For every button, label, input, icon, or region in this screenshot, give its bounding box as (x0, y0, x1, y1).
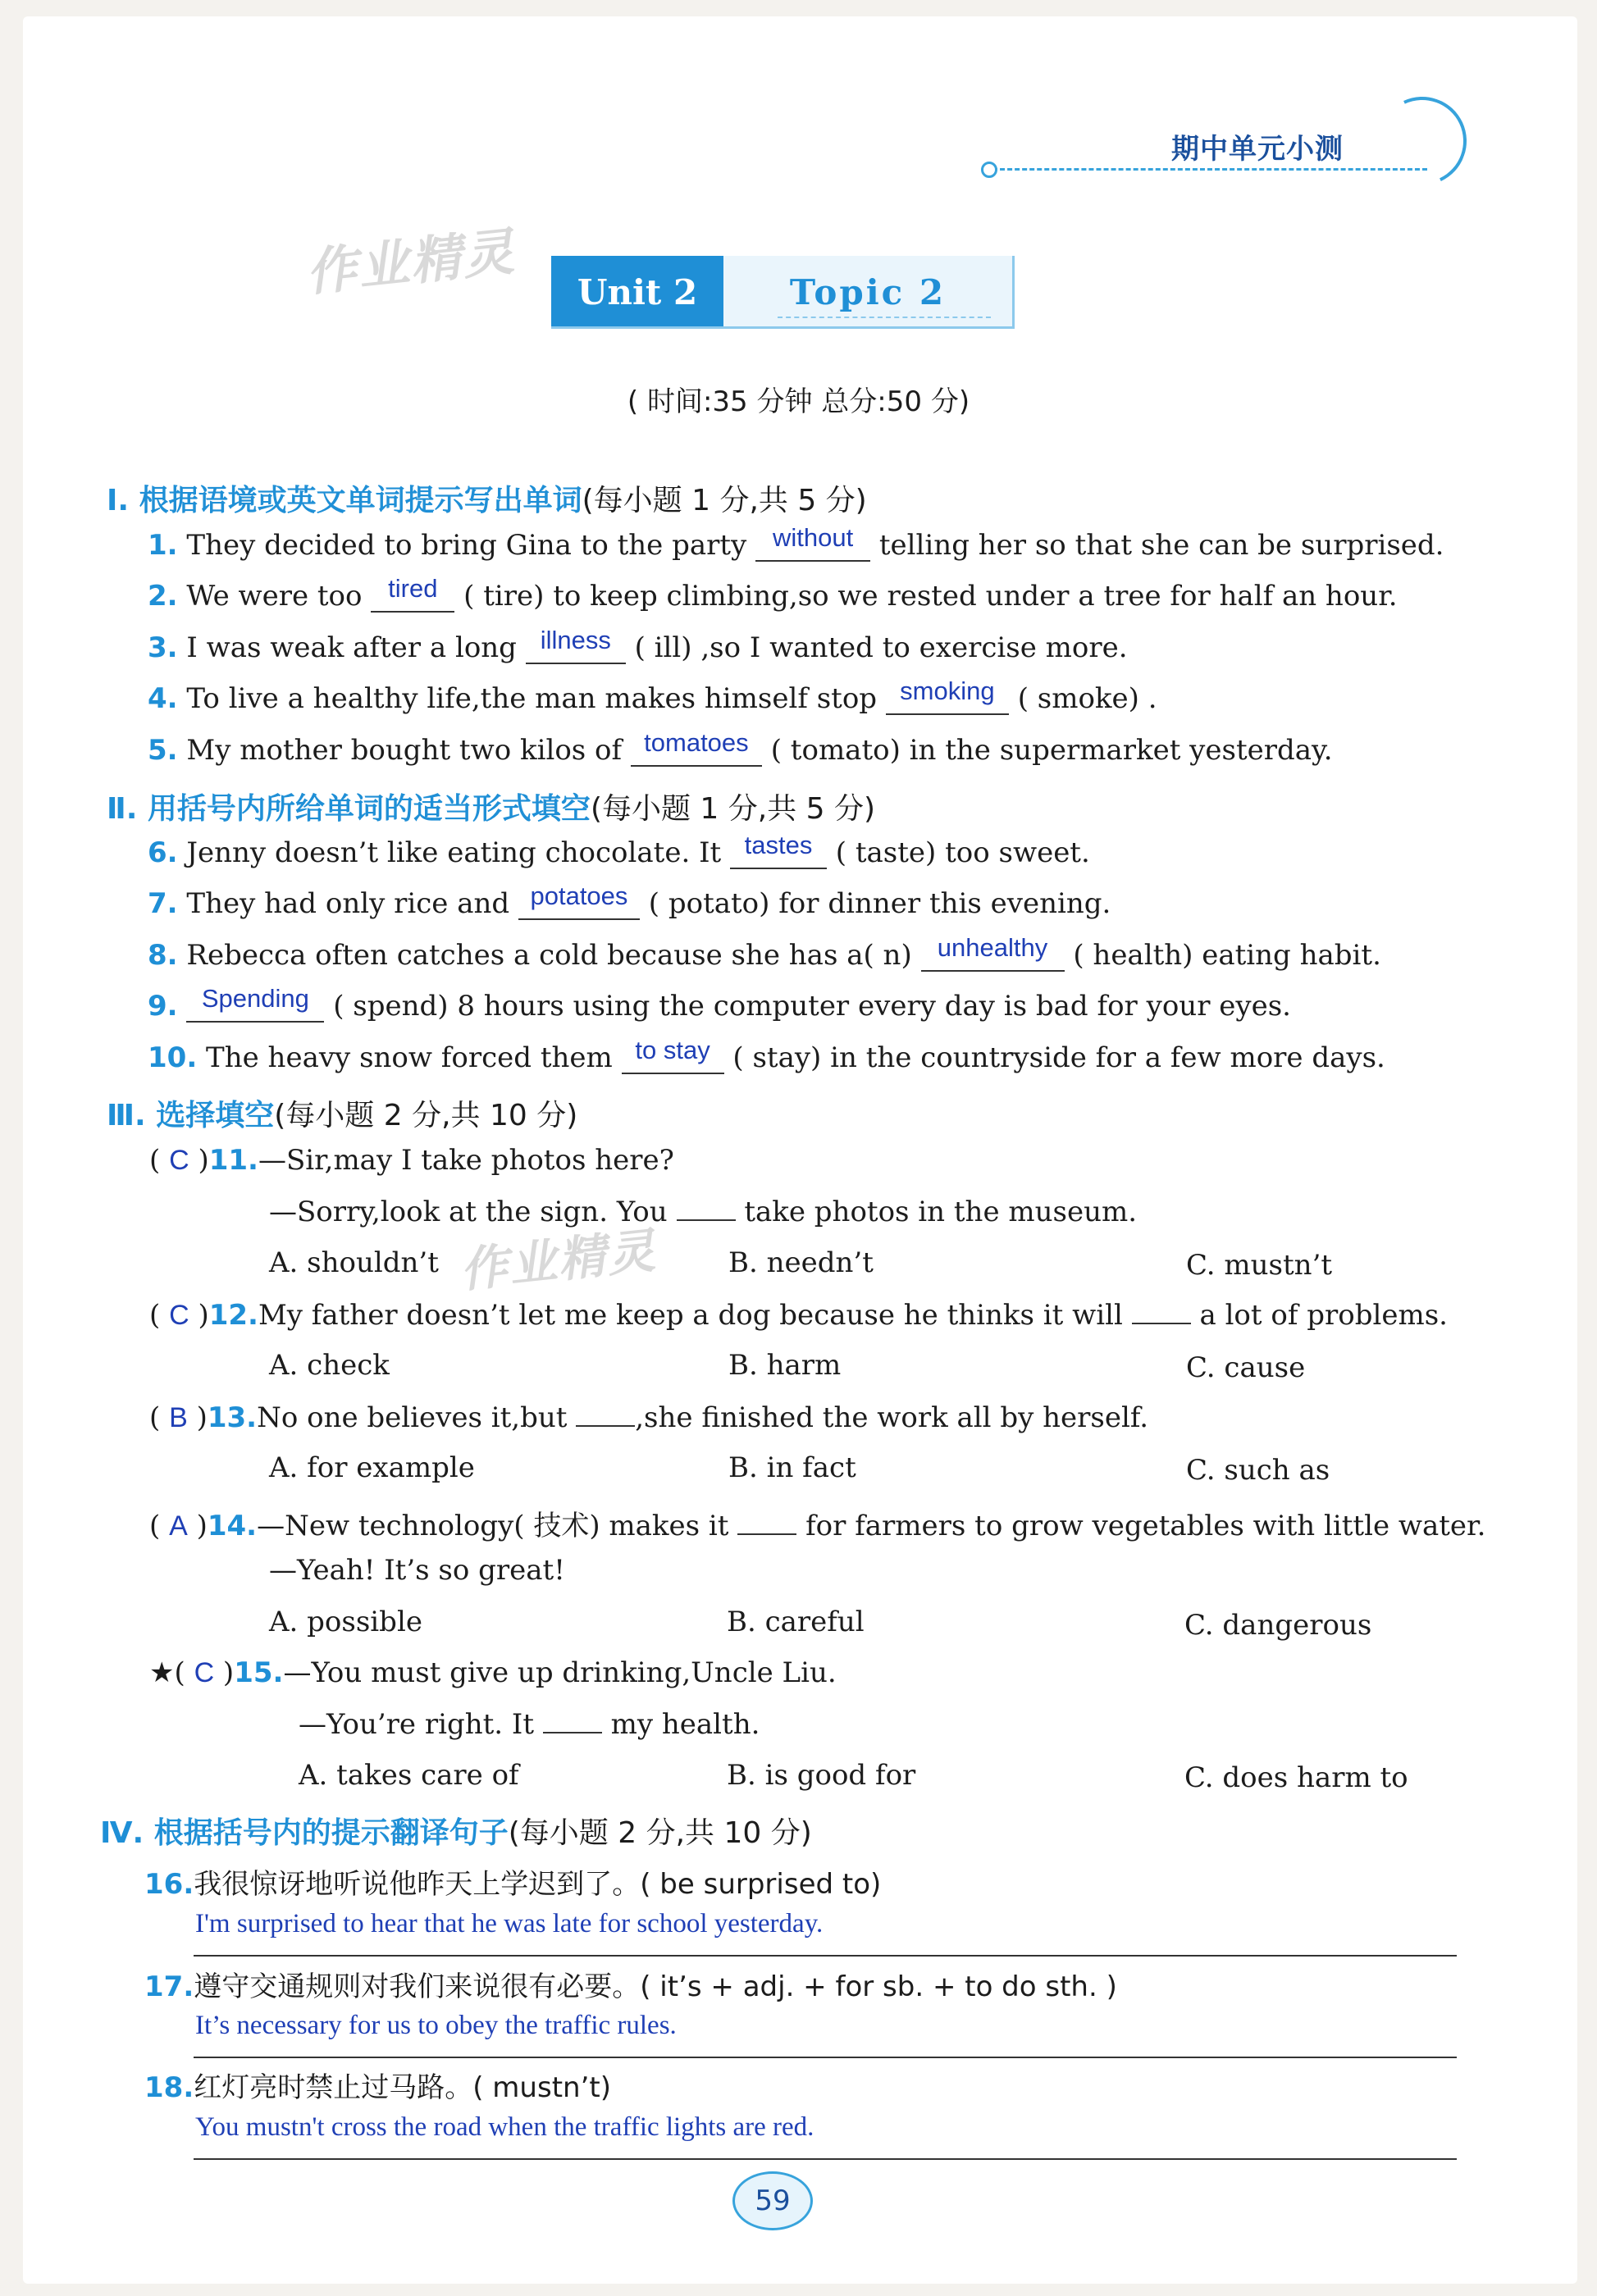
header-dot-decoration (981, 162, 997, 178)
choice-blank (737, 1509, 796, 1535)
question-14: ( A )14.—New technology( 技术) makes it for farmers to grow vegetables with little water. (149, 1510, 1486, 1542)
option-b[interactable]: B. is good for (727, 1759, 916, 1792)
answer-blank[interactable]: tomatoes (631, 734, 762, 767)
answer-line (194, 2057, 1457, 2058)
option-a[interactable]: A. check (269, 1349, 390, 1382)
option-c[interactable]: C. such as (1186, 1454, 1330, 1487)
answer-blank[interactable]: Spending (186, 990, 324, 1023)
star-icon: ★ (149, 1656, 175, 1689)
question-2: 2. We were too tired ( tire) to keep climbing,so we rested under a tree for half an hour. (148, 574, 1398, 613)
option-a[interactable]: A. shouldn’t (269, 1246, 439, 1279)
option-c[interactable]: C. mustn’t (1186, 1249, 1333, 1282)
topic-label: Topic 2 (723, 256, 1015, 328)
header-title: 期中单元小测 (1171, 133, 1344, 166)
question-14-line2: —Yeah! It’s so great! (269, 1554, 565, 1587)
answer-blank[interactable]: unhealthy (921, 939, 1065, 972)
translation-answer[interactable]: You mustn't cross the road when the traffic lights are red. (195, 2112, 814, 2142)
question-16: 16.我很惊讶地听说他昨天上学迟到了。( be surprised to) (144, 1868, 882, 1901)
header-dashed-line (992, 168, 1427, 171)
watermark: 作业精灵 (457, 1222, 659, 1299)
translation-answer[interactable]: It’s necessary for us to obey the traffic rules. (195, 2011, 677, 2040)
answer-blank[interactable]: without (755, 529, 870, 562)
answer-blank[interactable]: tastes (730, 836, 827, 869)
question-9: 9. Spending ( spend) 8 hours using the computer every day is bad for your eyes. (148, 984, 1291, 1023)
question-3: 3. I was weak after a long illness ( ill) ,so I wanted to exercise more. (148, 626, 1128, 664)
answer-blank[interactable]: smoking (886, 682, 1009, 715)
option-c[interactable]: C. cause (1186, 1351, 1306, 1384)
question-1: 1. They decided to bring Gina to the party without telling her so that she can be surprised. (148, 523, 1444, 562)
choice-blank (1132, 1298, 1191, 1324)
question-8: 8. Rebecca often catches a cold because she has a( n) unhealthy ( health) eating habit. (148, 933, 1381, 972)
answer-line (194, 1955, 1457, 1957)
question-11-line2: —Sorry,look at the sign. You take photos in the museum. (269, 1196, 1138, 1228)
choice-blank (677, 1195, 736, 1221)
question-6: 6. Jenny doesn’t like eating chocolate. It tastes ( taste) too sweet. (148, 831, 1090, 869)
question-12: ( C )12.My father doesn’t let me keep a dog because he thinks it will a lot of problems. (149, 1299, 1448, 1332)
choice-answer: C (194, 1657, 215, 1688)
watermark: 作业精灵 (303, 221, 518, 303)
section-heading: Ⅰ. 根据语境或英文单词提示写出单词(每小题 1 分,共 5 分) (107, 484, 867, 517)
option-a[interactable]: A. for example (269, 1451, 475, 1484)
unit-label: Unit 2 (551, 256, 723, 328)
question-7: 7. They had only rice and potatoes ( potato) for dinner this evening. (148, 882, 1111, 920)
section-heading: Ⅳ. 根据括号内的提示翻译句子(每小题 2 分,共 10 分) (100, 1816, 812, 1850)
choice-blank (576, 1401, 635, 1427)
answer-line (194, 2158, 1457, 2160)
translation-answer[interactable]: I'm surprised to hear that he was late for school yesterday. (195, 1909, 824, 1938)
question-10: 10. The heavy snow forced them to stay ( stay) in the countryside for a few more days. (148, 1036, 1385, 1074)
section-heading: Ⅲ. 选择填空(每小题 2 分,共 10 分) (107, 1099, 578, 1132)
page-number: 59 (732, 2171, 813, 2230)
question-4: 4. To live a healthy life,the man makes himself stop smoking ( smoke) . (148, 676, 1157, 715)
question-5: 5. My mother bought two kilos of tomatoes ( tomato) in the supermarket yesterday. (148, 728, 1333, 767)
option-b[interactable]: B. careful (727, 1606, 865, 1638)
option-a[interactable]: A. possible (269, 1606, 422, 1638)
option-c[interactable]: C. dangerous (1184, 1609, 1372, 1642)
question-18: 18.红灯亮时禁止过马路。( mustn’t) (144, 2071, 611, 2104)
option-c[interactable]: C. does harm to (1184, 1761, 1408, 1794)
option-b[interactable]: B. needn’t (728, 1246, 874, 1279)
choice-answer: A (169, 1510, 188, 1542)
answer-blank[interactable]: potatoes (518, 887, 640, 920)
choice-answer: B (169, 1402, 188, 1433)
question-13: ( B )13.No one believes it,but ,she finished the work all by herself. (149, 1401, 1149, 1434)
question-15: ★( C )15.—You must give up drinking,Uncle Liu. (149, 1656, 837, 1689)
option-b[interactable]: B. harm (728, 1349, 842, 1382)
answer-blank[interactable]: tired (371, 580, 454, 613)
answer-blank[interactable]: illness (526, 631, 626, 664)
title-underline (551, 326, 1015, 329)
choice-answer: C (169, 1145, 189, 1176)
question-17: 17.遵守交通规则对我们来说很有必要。( it’s + adj. + for sb. + to do sth. ) (144, 1970, 1117, 2003)
time-score-info: ( 时间:35 分钟 总分:50 分) (627, 385, 970, 418)
topic-dash-decoration (778, 317, 991, 318)
choice-answer: C (169, 1300, 189, 1331)
section-heading: Ⅱ. 用括号内所给单词的适当形式填空(每小题 1 分,共 5 分) (107, 792, 876, 826)
choice-blank (543, 1707, 602, 1733)
answer-blank[interactable]: to stay (622, 1041, 724, 1074)
option-b[interactable]: B. in fact (728, 1451, 856, 1484)
question-15-line2: —You’re right. It my health. (299, 1708, 760, 1741)
question-11: ( C )11.—Sir,may I take photos here? (149, 1144, 674, 1177)
option-a[interactable]: A. takes care of (299, 1759, 519, 1792)
